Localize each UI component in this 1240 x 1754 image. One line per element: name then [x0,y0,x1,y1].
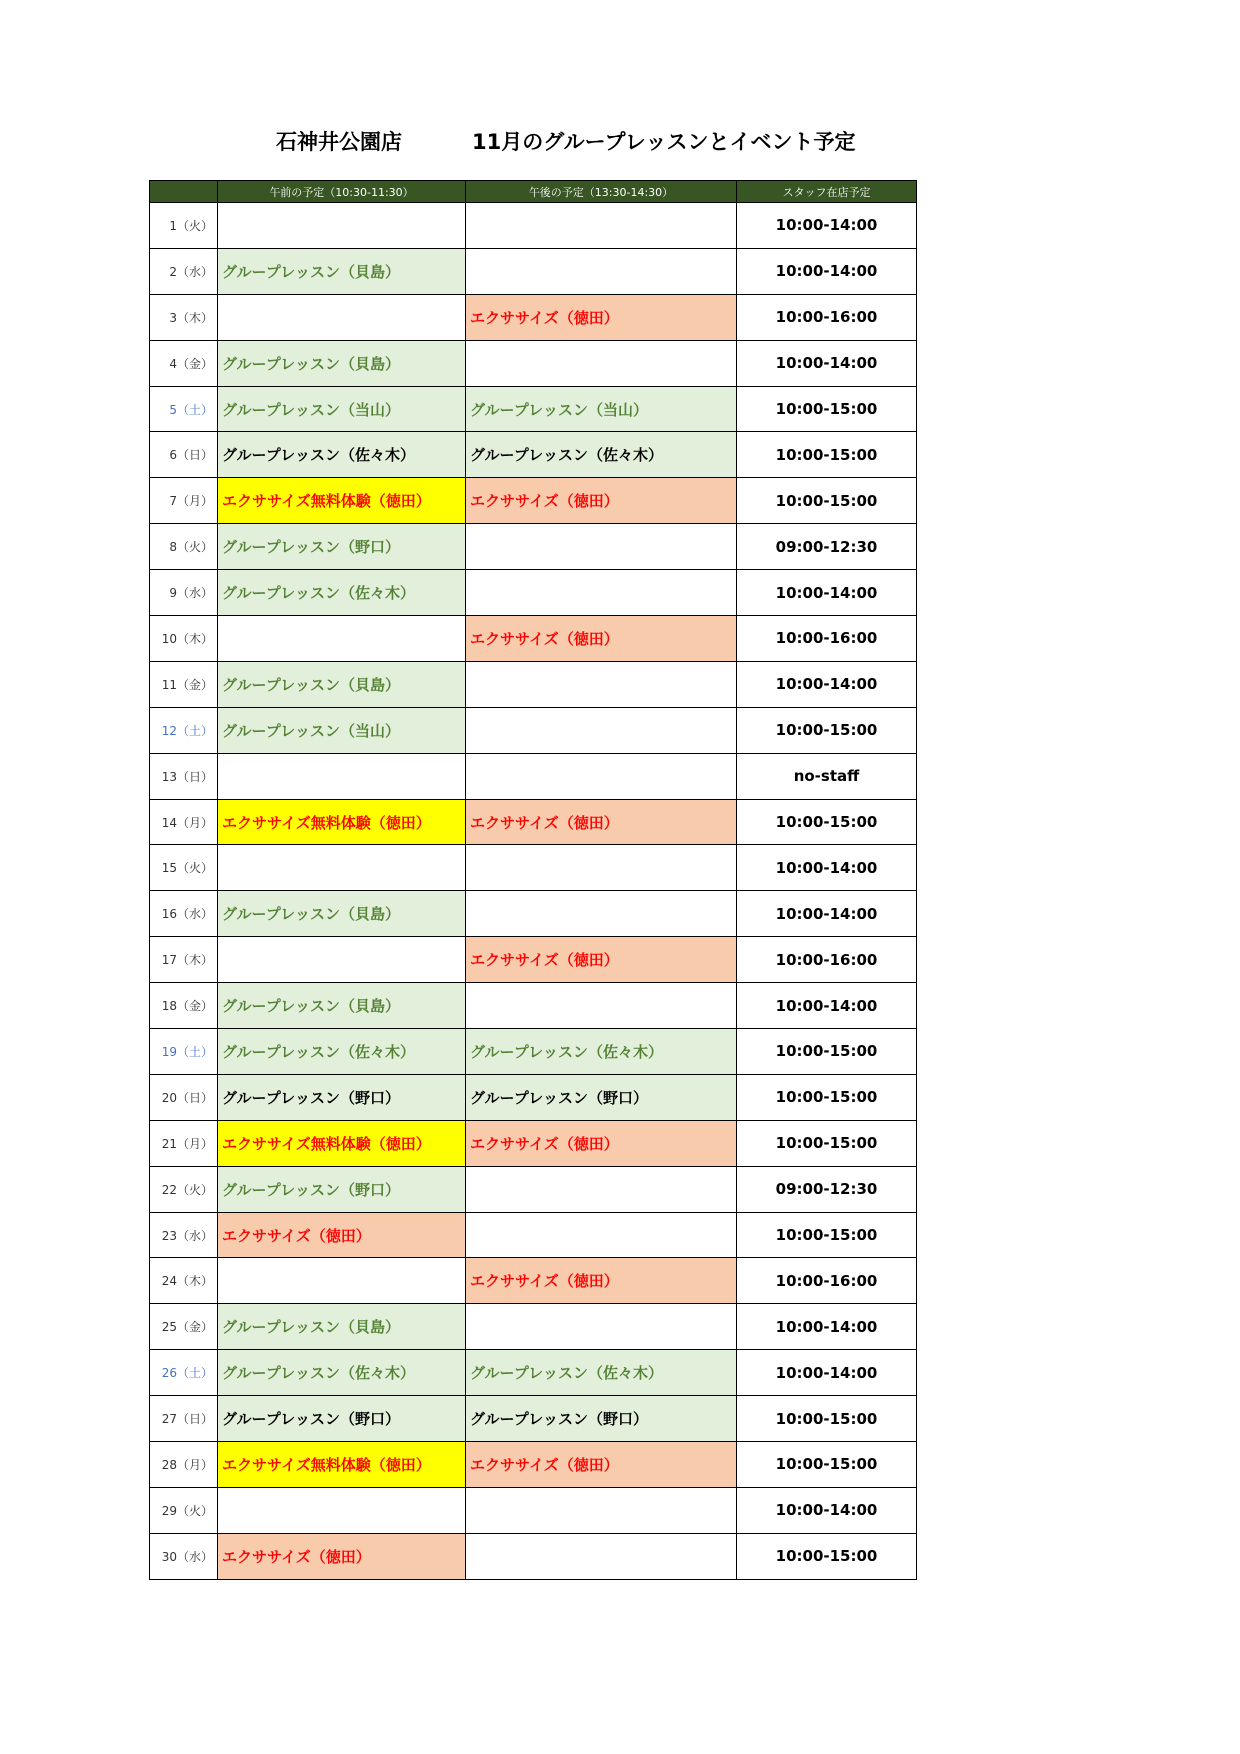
morning-cell: グループレッスン（貝島） [218,340,466,386]
staff-hours-cell: 10:00-15:00 [737,1029,917,1075]
morning-cell: グループレッスン（野口） [218,1396,466,1442]
staff-hours-cell: 10:00-14:00 [737,845,917,891]
day-cell: 17（木） [150,937,218,983]
afternoon-cell: エクササイズ（徳田） [466,1442,737,1488]
header-morning: 午前の予定（10:30-11:30） [218,181,466,203]
day-cell: 30（水） [150,1533,218,1579]
afternoon-cell: エクササイズ（徳田） [466,1120,737,1166]
store-name: 石神井公園店 [276,130,402,154]
day-cell: 8（火） [150,524,218,570]
staff-hours-cell: 10:00-15:00 [737,1442,917,1488]
afternoon-cell [466,1533,737,1579]
morning-cell [218,753,466,799]
staff-hours-cell: 10:00-14:00 [737,1487,917,1533]
morning-cell: グループレッスン（当山） [218,386,466,432]
morning-cell [218,1487,466,1533]
table-row [150,661,917,707]
afternoon-cell [466,1166,737,1212]
table-row [150,524,917,570]
morning-cell: グループレッスン（貝島） [218,248,466,294]
table-row [150,1350,917,1396]
morning-cell [218,294,466,340]
afternoon-cell: グループレッスン（佐々木） [466,432,737,478]
morning-cell: エクササイズ無料体験（徳田） [218,1120,466,1166]
morning-cell: エクササイズ（徳田） [218,1212,466,1258]
day-cell: 23（水） [150,1212,218,1258]
table-row [150,1533,917,1579]
table-row [150,937,917,983]
header-day [150,181,218,203]
staff-hours-cell: 10:00-15:00 [737,478,917,524]
staff-hours-cell: 10:00-16:00 [737,1258,917,1304]
staff-hours-cell: 10:00-14:00 [737,661,917,707]
afternoon-cell: エクササイズ（徳田） [466,937,737,983]
schedule-table [149,180,917,1580]
table-row [150,1396,917,1442]
day-cell: 24（木） [150,1258,218,1304]
afternoon-cell [466,707,737,753]
table-row [150,753,917,799]
table-row [150,1304,917,1350]
day-cell: 18（金） [150,983,218,1029]
afternoon-cell: エクササイズ（徳田） [466,478,737,524]
day-cell: 16（水） [150,891,218,937]
morning-cell: エクササイズ（徳田） [218,1533,466,1579]
morning-cell: グループレッスン（当山） [218,707,466,753]
table-row [150,1029,917,1075]
staff-hours-cell: 10:00-15:00 [737,1074,917,1120]
header-afternoon: 午後の予定（13:30-14:30） [466,181,737,203]
afternoon-cell: グループレッスン（野口） [466,1074,737,1120]
day-cell: 19（土） [150,1029,218,1075]
staff-hours-cell: no-staff [737,753,917,799]
afternoon-cell: エクササイズ（徳田） [466,799,737,845]
afternoon-cell [466,1212,737,1258]
afternoon-cell [466,983,737,1029]
header-row [150,181,917,203]
table-row [150,478,917,524]
day-cell: 14（月） [150,799,218,845]
day-cell: 20（日） [150,1074,218,1120]
staff-hours-cell: 10:00-14:00 [737,203,917,249]
staff-hours-cell: 10:00-15:00 [737,707,917,753]
morning-cell [218,1258,466,1304]
afternoon-cell [466,524,737,570]
table-row [150,1120,917,1166]
table-row [150,248,917,294]
day-cell: 13（日） [150,753,218,799]
afternoon-cell: エクササイズ（徳田） [466,294,737,340]
staff-hours-cell: 10:00-14:00 [737,1304,917,1350]
day-cell: 15（火） [150,845,218,891]
afternoon-cell [466,753,737,799]
day-cell: 9（水） [150,570,218,616]
morning-cell [218,845,466,891]
page-title [0,126,1240,156]
morning-cell: グループレッスン（貝島） [218,983,466,1029]
table-row [150,799,917,845]
day-cell: 10（木） [150,616,218,662]
table-row [150,1074,917,1120]
table-row [150,616,917,662]
afternoon-cell: グループレッスン（当山） [466,386,737,432]
table-row [150,983,917,1029]
morning-cell [218,203,466,249]
afternoon-cell [466,248,737,294]
day-cell: 5（土） [150,386,218,432]
table-row [150,845,917,891]
day-cell: 27（日） [150,1396,218,1442]
staff-hours-cell: 10:00-15:00 [737,799,917,845]
staff-hours-cell: 10:00-15:00 [737,1533,917,1579]
header-staff: スタッフ在店予定 [737,181,917,203]
afternoon-cell [466,891,737,937]
morning-cell: グループレッスン（貝島） [218,661,466,707]
day-cell: 6（日） [150,432,218,478]
afternoon-cell: グループレッスン（佐々木） [466,1350,737,1396]
staff-hours-cell: 10:00-14:00 [737,983,917,1029]
morning-cell: グループレッスン（野口） [218,524,466,570]
staff-hours-cell: 10:00-16:00 [737,616,917,662]
staff-hours-cell: 10:00-15:00 [737,1396,917,1442]
day-cell: 12（土） [150,707,218,753]
day-cell: 7（月） [150,478,218,524]
afternoon-cell [466,203,737,249]
day-cell: 4（金） [150,340,218,386]
afternoon-cell [466,1304,737,1350]
afternoon-cell [466,570,737,616]
table-row [150,340,917,386]
staff-hours-cell: 10:00-14:00 [737,248,917,294]
morning-cell: グループレッスン（貝島） [218,891,466,937]
staff-hours-cell: 09:00-12:30 [737,524,917,570]
afternoon-cell [466,340,737,386]
afternoon-cell: グループレッスン（佐々木） [466,1029,737,1075]
day-cell: 25（金） [150,1304,218,1350]
morning-cell: エクササイズ無料体験（徳田） [218,799,466,845]
morning-cell [218,616,466,662]
table-row [150,1166,917,1212]
day-cell: 22（火） [150,1166,218,1212]
day-cell: 21（月） [150,1120,218,1166]
staff-hours-cell: 10:00-14:00 [737,891,917,937]
afternoon-cell: エクササイズ（徳田） [466,616,737,662]
morning-cell: グループレッスン（野口） [218,1166,466,1212]
day-cell: 26（土） [150,1350,218,1396]
table-row [150,1258,917,1304]
afternoon-cell: グループレッスン（野口） [466,1396,737,1442]
afternoon-cell [466,845,737,891]
afternoon-cell [466,661,737,707]
table-row [150,203,917,249]
day-cell: 28（月） [150,1442,218,1488]
table-row [150,570,917,616]
day-cell: 1（火） [150,203,218,249]
table-row [150,294,917,340]
staff-hours-cell: 09:00-12:30 [737,1166,917,1212]
morning-cell: グループレッスン（貝島） [218,1304,466,1350]
staff-hours-cell: 10:00-15:00 [737,1120,917,1166]
staff-hours-cell: 10:00-14:00 [737,570,917,616]
morning-cell: エクササイズ無料体験（徳田） [218,478,466,524]
morning-cell: グループレッスン（佐々木） [218,570,466,616]
afternoon-cell: エクササイズ（徳田） [466,1258,737,1304]
staff-hours-cell: 10:00-14:00 [737,1350,917,1396]
day-cell: 3（木） [150,294,218,340]
table-row [150,432,917,478]
day-cell: 29（火） [150,1487,218,1533]
morning-cell: グループレッスン（佐々木） [218,432,466,478]
day-cell: 2（水） [150,248,218,294]
table-row [150,1212,917,1258]
morning-cell: グループレッスン（佐々木） [218,1350,466,1396]
staff-hours-cell: 10:00-15:00 [737,386,917,432]
staff-hours-cell: 10:00-15:00 [737,432,917,478]
table-row [150,1487,917,1533]
staff-hours-cell: 10:00-15:00 [737,1212,917,1258]
afternoon-cell [466,1487,737,1533]
staff-hours-cell: 10:00-14:00 [737,340,917,386]
morning-cell: グループレッスン（佐々木） [218,1029,466,1075]
table-row [150,891,917,937]
day-cell: 11（金） [150,661,218,707]
table-row [150,1442,917,1488]
morning-cell: エクササイズ無料体験（徳田） [218,1442,466,1488]
schedule-heading: 11月のグループレッスンとイベント予定 [472,130,856,154]
staff-hours-cell: 10:00-16:00 [737,937,917,983]
staff-hours-cell: 10:00-16:00 [737,294,917,340]
table-row [150,386,917,432]
morning-cell [218,937,466,983]
morning-cell: グループレッスン（野口） [218,1074,466,1120]
table-row [150,707,917,753]
